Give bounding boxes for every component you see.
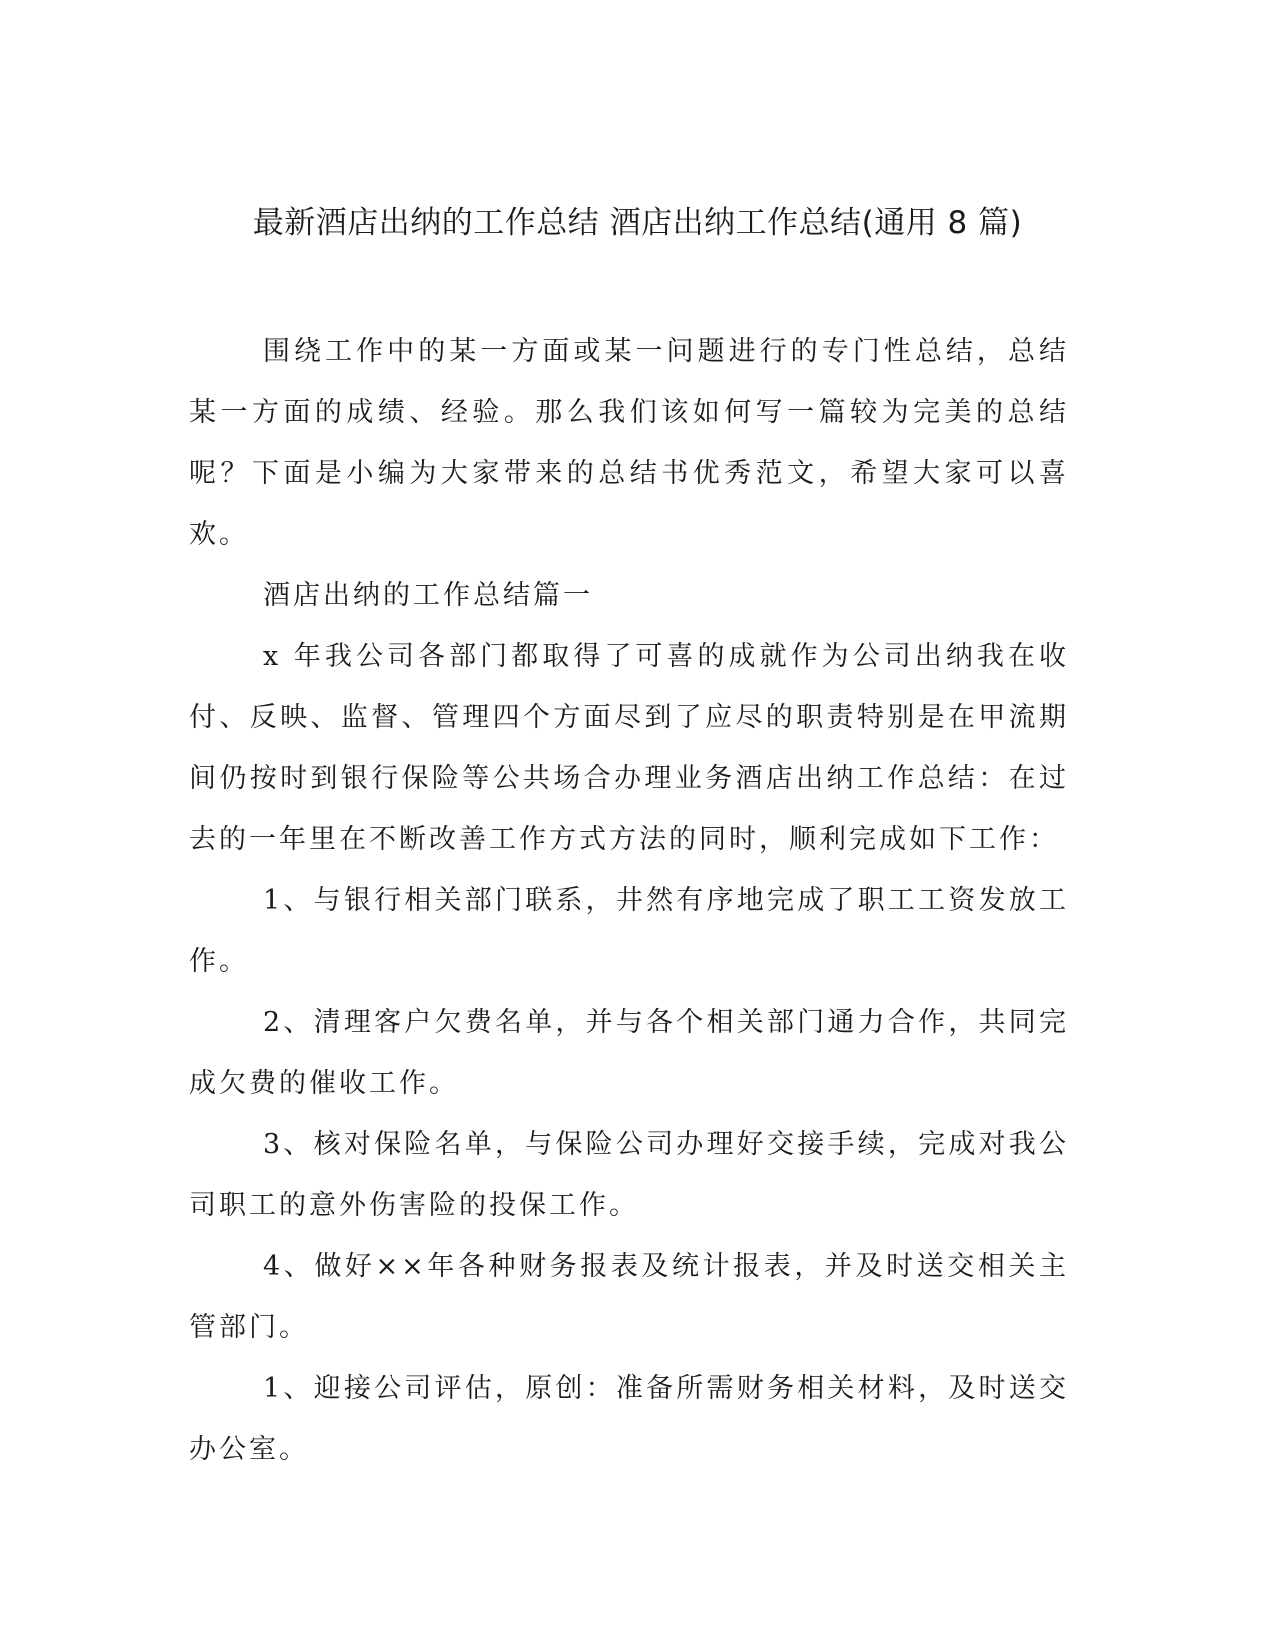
list-item: 3、核对保险名单，与保险公司办理好交接手续，完成对我公司职工的意外伤害险的投保工作。 (189, 1129, 1069, 1221)
list-item: 4、做好××年各种财务报表及统计报表，并及时送交相关主管部门。 (189, 1251, 1069, 1343)
list-item: 2、清理客户欠费名单，并与各个相关部门通力合作，共同完成欠费的催收工作。 (189, 1007, 1069, 1099)
body-paragraph: x 年我公司各部门都取得了可喜的成就作为公司出纳我在收付、反映、监督、管理四个方面尽到了应尽的职责特别是在甲流期间仍按时到银行保险等公共场合办理业务酒店出纳工作总结：在过去的一年里在不断改善工作方式方法的同时，顺利完成如下工作： (189, 641, 1069, 855)
list-item: 1、迎接公司评估，原创：准备所需财务相关材料，及时送交办公室。 (189, 1373, 1069, 1465)
intro-paragraph: 围绕工作中的某一方面或某一问题进行的专门性总结，总结某一方面的成绩、经验。那么我们该如何写一篇较为完美的总结呢？下面是小编为大家带来的总结书优秀范文，希望大家可以喜欢。 (189, 336, 1069, 550)
section-heading: 酒店出纳的工作总结篇一 (263, 580, 593, 611)
document-body (189, 321, 1069, 1480)
list-item: 1、与银行相关部门联系，井然有序地完成了职工工资发放工作。 (189, 885, 1069, 977)
document-title: 最新酒店出纳的工作总结 酒店出纳工作总结(通用 8 篇) (252, 205, 1023, 241)
